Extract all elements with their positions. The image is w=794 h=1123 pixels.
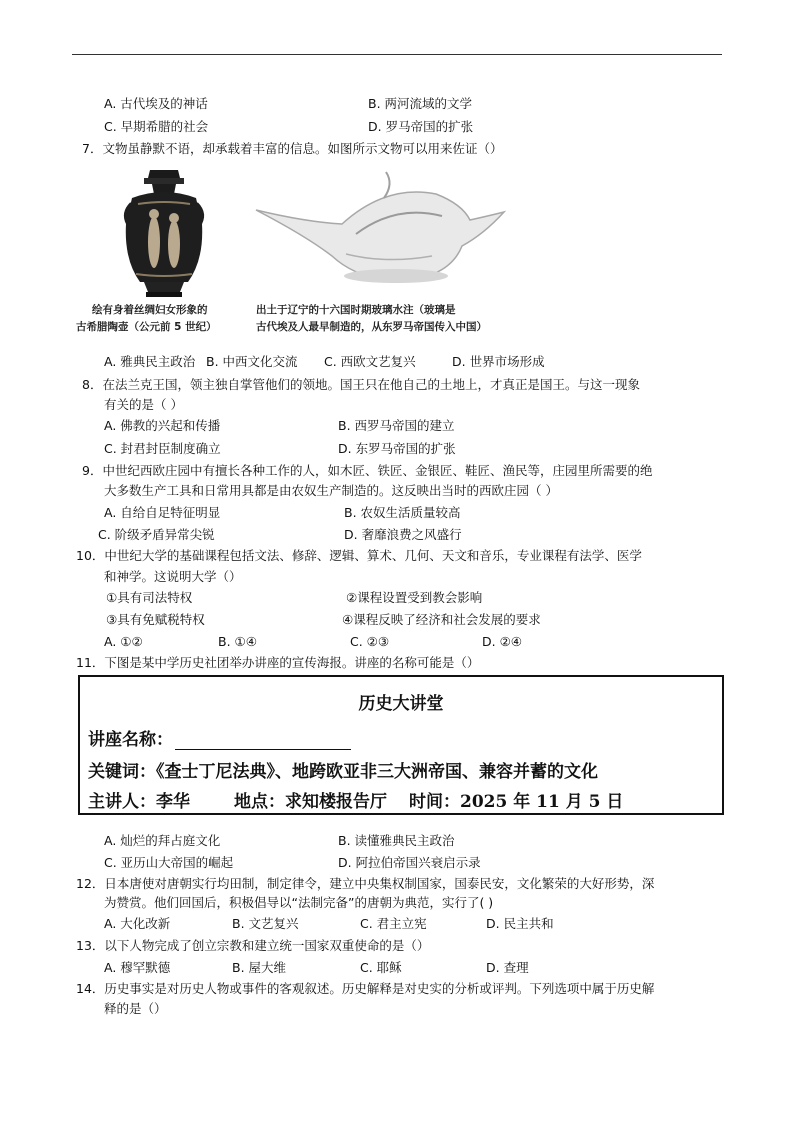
q12-stem-line2: 为赞赏。他们回国后，积极倡导以“法制完备”的唐朝为典范，实行了( ) xyxy=(104,895,494,910)
q8-option-b[interactable]: B. 西罗马帝国的建立 xyxy=(338,418,455,433)
q13-stem: 13．以下人物完成了创立宗教和建立统一国家双重使命的是（） xyxy=(76,938,430,953)
poster-name-label: 讲座名称： xyxy=(88,730,173,750)
q7-option-d[interactable]: D. 世界市场形成 xyxy=(452,354,545,369)
q6-option-d[interactable]: D. 罗马帝国的扩张 xyxy=(368,119,474,134)
q9-option-c[interactable]: C. 阶级矛盾异常尖锐 xyxy=(98,527,215,542)
poster-name-blank xyxy=(175,733,351,750)
q12-option-d[interactable]: D. 民主共和 xyxy=(486,916,554,931)
poster-time: 时间：2025 年 11 月 5 日 xyxy=(409,792,624,812)
poster-place: 地点：求知楼报告厅 xyxy=(234,792,387,812)
q9-option-a[interactable]: A. 自给自足特征明显 xyxy=(104,505,221,520)
q7-stem: 7．文物虽静默不语，却承载着丰富的信息。如图所示文物可以用来佐证（） xyxy=(82,141,503,156)
q13-option-c[interactable]: C. 耶稣 xyxy=(360,960,402,975)
q11-option-a[interactable]: A. 灿烂的拜占庭文化 xyxy=(104,833,221,848)
q9-stem-line1: 9．中世纪西欧庄园中有擅长各种工作的人，如木匠、铁匠、金银匠、鞋匠、渔民等，庄园里所需要的绝 xyxy=(82,463,653,478)
q14-stem-line2: 释的是（） xyxy=(104,1001,167,1016)
q13-option-d[interactable]: D. 查理 xyxy=(486,960,529,975)
q10-option-a[interactable]: A. ①② xyxy=(104,634,143,649)
q13-option-b[interactable]: B. 屋大维 xyxy=(232,960,287,975)
q12-stem-line1: 12．日本唐使对唐朝实行均田制，制定律令，建立中央集权制国家，国泰民安，文化繁荣的大好形势，深 xyxy=(76,876,655,891)
caption-vase-line1: 绘有身着丝绸妇女形象的 xyxy=(92,304,208,316)
q12-option-c[interactable]: C. 君主立宪 xyxy=(360,916,427,931)
q6-option-b[interactable]: B. 两河流域的文学 xyxy=(368,96,473,111)
q10-option-d[interactable]: D. ②④ xyxy=(482,634,522,649)
lecture-poster xyxy=(78,675,724,815)
q8-option-c[interactable]: C. 封君封臣制度确立 xyxy=(104,441,221,456)
q10-item-3: ③具有免赋税特权 xyxy=(106,612,205,627)
q11-stem: 11．下图是某中学历史社团举办讲座的宣传海报。讲座的名称可能是（） xyxy=(76,655,480,670)
caption-vessel-line1: 出土于辽宁的十六国时期玻璃水注（玻璃是 xyxy=(256,304,456,316)
q11-option-c[interactable]: C. 亚历山大帝国的崛起 xyxy=(104,855,234,870)
poster-title: 历史大讲堂 xyxy=(358,694,444,714)
q9-option-b[interactable]: B. 农奴生活质量较高 xyxy=(344,505,461,520)
q6-option-a[interactable]: A. 古代埃及的神话 xyxy=(104,96,208,111)
q10-option-b[interactable]: B. ①④ xyxy=(218,634,257,649)
q8-stem-line2: 有关的是（ ） xyxy=(104,397,183,412)
q8-stem-line1: 8．在法兰克王国，领主独自掌管他们的领地。国王只在他自己的土地上，才真正是国王。与这一现象 xyxy=(82,377,640,392)
poster-keywords: 关键词：《查士丁尼法典》、地跨欧亚非三大洲帝国、兼容并蓄的文化 xyxy=(88,762,598,782)
poster-name-row xyxy=(88,725,351,750)
q10-option-c[interactable]: C. ②③ xyxy=(350,634,390,649)
caption-vase-line2: 古希腊陶壶（公元前 5 世纪） xyxy=(76,321,217,333)
q7-option-c[interactable]: C. 西欧文艺复兴 xyxy=(324,354,416,369)
q10-item-2: ②课程设置受到教会影响 xyxy=(346,590,483,605)
q10-item-1: ①具有司法特权 xyxy=(106,590,193,605)
q7-option-a[interactable]: A. 雅典民主政治 xyxy=(104,354,196,369)
caption-vessel-line2: 古代埃及人最早制造的，从东罗马帝国传入中国） xyxy=(256,321,487,333)
q9-option-d[interactable]: D. 奢靡浪费之风盛行 xyxy=(344,527,462,542)
q6-option-c[interactable]: C. 早期希腊的社会 xyxy=(104,119,209,134)
q11-option-b[interactable]: B. 读懂雅典民主政治 xyxy=(338,833,455,848)
poster-speaker: 主讲人：李华 xyxy=(88,792,190,812)
q10-item-4: ④课程反映了经济和社会发展的要求 xyxy=(342,612,541,627)
q7-option-b[interactable]: B. 中西文化交流 xyxy=(206,354,298,369)
q12-option-a[interactable]: A. 大化改新 xyxy=(104,916,171,931)
greek-vase-image xyxy=(92,164,236,304)
header-rule xyxy=(72,54,722,55)
q10-stem-line1: 10．中世纪大学的基础课程包括文法、修辞、逻辑、算术、几何、天文和音乐，专业课程有法学、医学 xyxy=(76,548,642,563)
q8-option-a[interactable]: A. 佛教的兴起和传播 xyxy=(104,418,221,433)
q14-stem-line1: 14．历史事实是对历史人物或事件的客观叙述。历史解释是对史实的分析或评判。下列选项中属于历史解 xyxy=(76,981,655,996)
q11-option-d[interactable]: D. 阿拉伯帝国兴衰启示录 xyxy=(338,855,481,870)
q10-stem-line2: 和神学。这说明大学（） xyxy=(104,569,242,584)
glass-water-vessel-image xyxy=(236,164,518,298)
q8-option-d[interactable]: D. 东罗马帝国的扩张 xyxy=(338,441,456,456)
poster-info-row xyxy=(88,787,623,812)
q9-stem-line2: 大多数生产工具和日常用具都是由农奴生产制造的。这反映出当时的西欧庄园（ ） xyxy=(104,483,558,498)
q12-option-b[interactable]: B. 文艺复兴 xyxy=(232,916,299,931)
q13-option-a[interactable]: A. 穆罕默德 xyxy=(104,960,171,975)
